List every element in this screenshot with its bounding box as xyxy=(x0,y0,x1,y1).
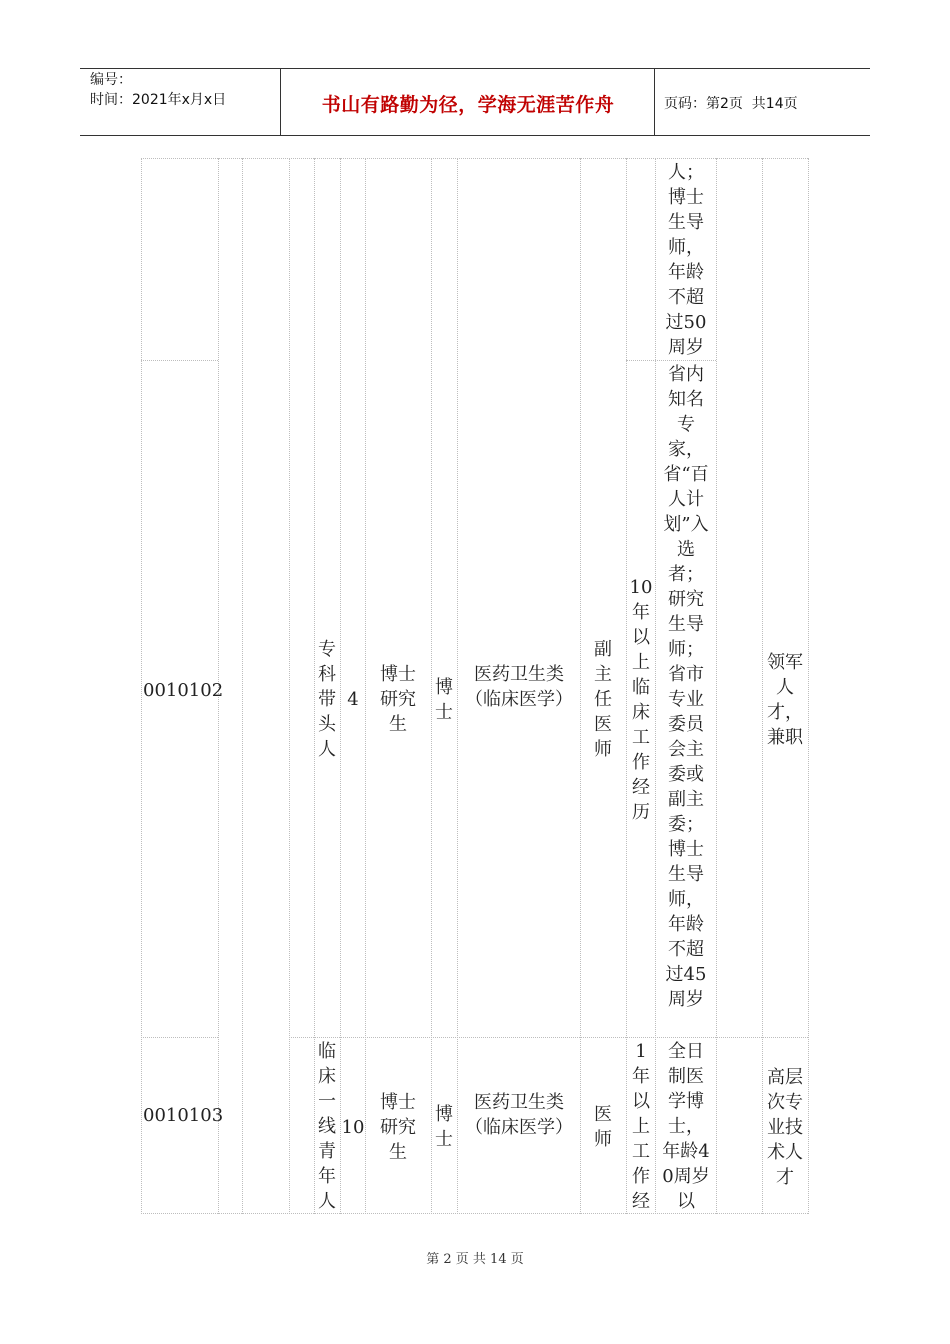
major-cell: 医药卫生类（临床医学） xyxy=(465,664,573,710)
header-meta xyxy=(90,70,226,110)
degree-cell: 博士 xyxy=(435,1104,453,1150)
header-divider xyxy=(654,68,655,135)
education-cell: 博士研究生 xyxy=(380,1092,416,1163)
category-cell: 高层次专业技术人才 xyxy=(767,1067,803,1188)
position-name-cell: 专科带头人 xyxy=(318,639,336,760)
requirements-cell: 全日制医学博士，年龄40周岁以 xyxy=(662,1041,710,1212)
requirements-cell: 省内知名专家，省“百人计划”入选者；研究生导师；省市专业委员会主委或副主委；博士生导师，年龄不超过45周岁 xyxy=(663,364,709,1010)
position-code-cell: 0010102 xyxy=(143,680,224,701)
headcount-cell: 4 xyxy=(347,689,359,710)
doc-number-label: 编号： xyxy=(90,72,132,88)
title-cell: 副主任医师 xyxy=(594,639,612,760)
title-cell: 医师 xyxy=(594,1104,612,1150)
education-cell: 博士研究生 xyxy=(380,664,416,735)
position-name-cell: 临床一线青年人 xyxy=(318,1041,336,1212)
header-page-info: 页码：第2页 共14页 xyxy=(664,96,798,112)
degree-cell: 博士 xyxy=(435,677,453,723)
header-motto: 书山有路勤为径，学海无涯苦作舟 xyxy=(321,94,615,116)
position-code-cell: 0010103 xyxy=(143,1105,224,1126)
doc-date-label: 时间：2021年x月x日 xyxy=(90,92,227,108)
requirements-cell: 人；博士生导师，年龄不超过50周岁 xyxy=(665,162,707,358)
header-top-rule xyxy=(80,68,870,69)
category-cell: 领军人才，兼职 xyxy=(767,652,803,748)
experience-cell: 10年以上临床工作经历 xyxy=(629,577,653,823)
headcount-cell: 10 xyxy=(341,1117,365,1138)
header-bottom-rule xyxy=(80,135,870,136)
header-divider xyxy=(280,68,281,135)
major-cell: 医药卫生类（临床医学） xyxy=(465,1092,573,1138)
page-footer: 第 2 页 共 14 页 xyxy=(426,1252,524,1267)
experience-cell: 1年以上工作经 xyxy=(632,1041,650,1212)
